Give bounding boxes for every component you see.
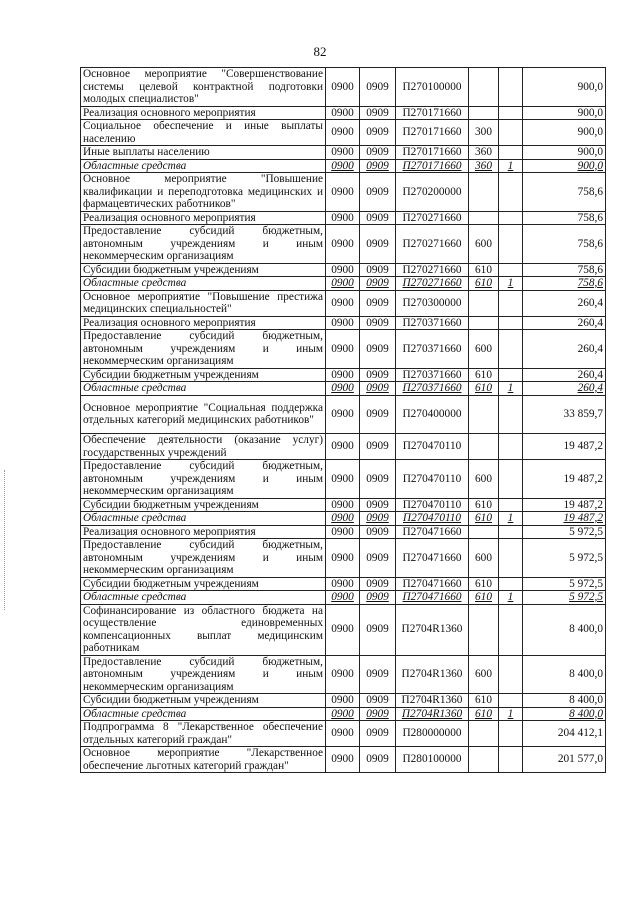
row-target-code: П270371660 — [396, 382, 469, 396]
row-name: Обеспечение деятельности (оказание услуг) государственных учреждений — [81, 434, 326, 460]
row-grbs: 0900 — [326, 460, 360, 499]
row-name: Социальное обеспечение и иные выплаты населению — [81, 120, 326, 146]
row-section: 0909 — [360, 368, 396, 382]
row-source — [499, 655, 523, 694]
row-name: Субсидии бюджетным учреждениям — [81, 263, 326, 277]
row-amount: 260,4 — [523, 368, 606, 382]
row-expense-type — [469, 747, 499, 773]
row-grbs: 0900 — [326, 263, 360, 277]
row-source — [499, 146, 523, 160]
row-grbs: 0900 — [326, 290, 360, 316]
row-section: 0909 — [360, 747, 396, 773]
row-name: Субсидии бюджетным учреждениям — [81, 368, 326, 382]
row-source: 1 — [499, 159, 523, 173]
row-section: 0909 — [360, 604, 396, 655]
row-section: 0909 — [360, 512, 396, 526]
row-grbs: 0900 — [326, 498, 360, 512]
row-grbs: 0900 — [326, 512, 360, 526]
row-source — [499, 460, 523, 499]
table-row — [81, 368, 606, 382]
row-section: 0909 — [360, 498, 396, 512]
table-row — [81, 591, 606, 605]
row-name: Субсидии бюджетным учреждениям — [81, 577, 326, 591]
row-amount: 19 487,2 — [523, 460, 606, 499]
row-section: 0909 — [360, 106, 396, 120]
row-target-code: П270470110 — [396, 512, 469, 526]
table-row — [81, 159, 606, 173]
row-section: 0909 — [360, 120, 396, 146]
table-row — [81, 721, 606, 747]
row-amount: 33 859,7 — [523, 395, 606, 434]
row-source: 1 — [499, 277, 523, 291]
row-source — [499, 434, 523, 460]
row-source: 1 — [499, 707, 523, 721]
row-source — [499, 525, 523, 539]
row-target-code: П270470110 — [396, 498, 469, 512]
row-name: Предоставление субсидий бюджетным, автономным учреждениям и иным некоммерческим организациям — [81, 330, 326, 369]
row-section: 0909 — [360, 525, 396, 539]
row-expense-type: 360 — [469, 159, 499, 173]
table-row — [81, 106, 606, 120]
table-row — [81, 539, 606, 578]
row-source — [499, 290, 523, 316]
row-section: 0909 — [360, 146, 396, 160]
table-row — [81, 68, 606, 107]
table-row — [81, 395, 606, 434]
row-grbs: 0900 — [326, 316, 360, 330]
row-expense-type: 600 — [469, 655, 499, 694]
row-name: Реализация основного мероприятия — [81, 525, 326, 539]
table-row — [81, 316, 606, 330]
row-amount: 758,6 — [523, 225, 606, 264]
row-target-code: П270171660 — [396, 146, 469, 160]
row-amount: 900,0 — [523, 120, 606, 146]
row-source — [499, 721, 523, 747]
row-name: Областные средства — [81, 159, 326, 173]
row-name: Основное мероприятие "Социальная поддержка отдельных категорий медицинских работников" — [81, 395, 326, 434]
row-section: 0909 — [360, 290, 396, 316]
row-source: 1 — [499, 512, 523, 526]
row-target-code: П270471660 — [396, 591, 469, 605]
row-source — [499, 173, 523, 212]
row-target-code: П270100000 — [396, 68, 469, 107]
row-target-code: П270171660 — [396, 120, 469, 146]
row-expense-type: 600 — [469, 330, 499, 369]
row-amount: 260,4 — [523, 290, 606, 316]
row-section: 0909 — [360, 316, 396, 330]
row-grbs: 0900 — [326, 655, 360, 694]
row-source — [499, 68, 523, 107]
row-target-code: П270200000 — [396, 173, 469, 212]
row-source — [499, 225, 523, 264]
row-expense-type: 610 — [469, 512, 499, 526]
scan-margin-dots — [4, 470, 9, 610]
row-expense-type — [469, 290, 499, 316]
table-row — [81, 460, 606, 499]
row-source — [499, 106, 523, 120]
row-expense-type — [469, 721, 499, 747]
row-expense-type: 610 — [469, 577, 499, 591]
row-expense-type: 610 — [469, 382, 499, 396]
table-row — [81, 120, 606, 146]
row-amount: 900,0 — [523, 106, 606, 120]
row-section: 0909 — [360, 211, 396, 225]
row-expense-type: 600 — [469, 539, 499, 578]
row-amount: 204 412,1 — [523, 721, 606, 747]
table-body — [81, 68, 606, 773]
row-expense-type: 610 — [469, 694, 499, 708]
row-grbs: 0900 — [326, 577, 360, 591]
row-name: Областные средства — [81, 512, 326, 526]
row-expense-type: 360 — [469, 146, 499, 160]
table-row — [81, 277, 606, 291]
table-row — [81, 747, 606, 773]
row-grbs: 0900 — [326, 68, 360, 107]
row-grbs: 0900 — [326, 368, 360, 382]
row-section: 0909 — [360, 655, 396, 694]
table-row — [81, 525, 606, 539]
row-target-code: П270470110 — [396, 434, 469, 460]
row-name: Софинансирование из областного бюджета на осуществление единовременных компенсационных выплат медицинским работникам — [81, 604, 326, 655]
row-grbs: 0900 — [326, 395, 360, 434]
row-section: 0909 — [360, 460, 396, 499]
row-amount: 8 400,0 — [523, 694, 606, 708]
row-amount: 900,0 — [523, 159, 606, 173]
row-amount: 260,4 — [523, 316, 606, 330]
table-row — [81, 211, 606, 225]
row-section: 0909 — [360, 577, 396, 591]
row-section: 0909 — [360, 591, 396, 605]
row-target-code: П270471660 — [396, 525, 469, 539]
row-name: Предоставление субсидий бюджетным, автономным учреждениям и иным некоммерческим организациям — [81, 539, 326, 578]
row-section: 0909 — [360, 382, 396, 396]
row-amount: 8 400,0 — [523, 604, 606, 655]
table-row — [81, 330, 606, 369]
row-expense-type — [469, 211, 499, 225]
row-source: 1 — [499, 382, 523, 396]
row-amount: 260,4 — [523, 382, 606, 396]
row-amount: 5 972,5 — [523, 591, 606, 605]
row-name: Предоставление субсидий бюджетным, автономным учреждениям и иным некоммерческим организациям — [81, 655, 326, 694]
row-name: Субсидии бюджетным учреждениям — [81, 694, 326, 708]
row-target-code: П2704R1360 — [396, 707, 469, 721]
row-target-code: П280100000 — [396, 747, 469, 773]
row-amount: 5 972,5 — [523, 525, 606, 539]
row-expense-type: 610 — [469, 591, 499, 605]
row-expense-type: 610 — [469, 277, 499, 291]
table-row — [81, 655, 606, 694]
row-amount: 8 400,0 — [523, 707, 606, 721]
row-grbs: 0900 — [326, 120, 360, 146]
row-name: Подпрограмма 8 "Лекарственное обеспечение отдельных категорий граждан" — [81, 721, 326, 747]
row-grbs: 0900 — [326, 721, 360, 747]
row-source — [499, 539, 523, 578]
row-name: Предоставление субсидий бюджетным, автономным учреждениям и иным некоммерческим организациям — [81, 460, 326, 499]
row-target-code: П270271660 — [396, 263, 469, 277]
row-amount: 5 972,5 — [523, 577, 606, 591]
row-name: Областные средства — [81, 707, 326, 721]
table-row — [81, 382, 606, 396]
row-grbs: 0900 — [326, 173, 360, 212]
row-source — [499, 368, 523, 382]
row-amount: 19 487,2 — [523, 434, 606, 460]
row-source — [499, 211, 523, 225]
row-expense-type: 610 — [469, 263, 499, 277]
table-row — [81, 146, 606, 160]
row-expense-type: 600 — [469, 225, 499, 264]
row-amount: 8 400,0 — [523, 655, 606, 694]
row-source — [499, 604, 523, 655]
row-grbs: 0900 — [326, 539, 360, 578]
row-grbs: 0900 — [326, 694, 360, 708]
row-amount: 900,0 — [523, 68, 606, 107]
row-expense-type — [469, 68, 499, 107]
row-target-code: П2704R1360 — [396, 604, 469, 655]
row-name: Основное мероприятие "Повышение квалификации и переподготовка медицинских и фармацевтических работников" — [81, 173, 326, 212]
row-section: 0909 — [360, 159, 396, 173]
row-target-code: П270371660 — [396, 368, 469, 382]
row-expense-type — [469, 395, 499, 434]
row-source — [499, 747, 523, 773]
row-source — [499, 577, 523, 591]
row-expense-type: 600 — [469, 460, 499, 499]
row-source — [499, 316, 523, 330]
row-grbs: 0900 — [326, 211, 360, 225]
row-name: Субсидии бюджетным учреждениям — [81, 498, 326, 512]
row-section: 0909 — [360, 395, 396, 434]
budget-table — [80, 67, 606, 773]
row-section: 0909 — [360, 263, 396, 277]
row-name: Областные средства — [81, 382, 326, 396]
row-grbs: 0900 — [326, 277, 360, 291]
row-source: 1 — [499, 591, 523, 605]
table-row — [81, 577, 606, 591]
table-row — [81, 173, 606, 212]
row-grbs: 0900 — [326, 330, 360, 369]
row-grbs: 0900 — [326, 604, 360, 655]
row-target-code: П280000000 — [396, 721, 469, 747]
row-section: 0909 — [360, 68, 396, 107]
row-amount: 758,6 — [523, 263, 606, 277]
table-row — [81, 434, 606, 460]
page-number: 82 — [313, 44, 327, 59]
row-expense-type: 610 — [469, 498, 499, 512]
row-target-code: П2704R1360 — [396, 694, 469, 708]
row-grbs: 0900 — [326, 591, 360, 605]
row-expense-type: 610 — [469, 368, 499, 382]
row-expense-type — [469, 604, 499, 655]
row-expense-type: 300 — [469, 120, 499, 146]
row-amount: 5 972,5 — [523, 539, 606, 578]
row-grbs: 0900 — [326, 434, 360, 460]
row-source — [499, 498, 523, 512]
row-source — [499, 120, 523, 146]
table-row — [81, 707, 606, 721]
row-grbs: 0900 — [326, 159, 360, 173]
table-row — [81, 225, 606, 264]
row-name: Основное мероприятие "Совершенствование системы целевой контрактной подготовки молодых специалистов" — [81, 68, 326, 107]
row-name: Предоставление субсидий бюджетным, автономным учреждениям и иным некоммерческим организациям — [81, 225, 326, 264]
row-amount: 758,6 — [523, 211, 606, 225]
row-target-code: П270471660 — [396, 577, 469, 591]
row-name: Областные средства — [81, 277, 326, 291]
table-row — [81, 694, 606, 708]
table-row — [81, 263, 606, 277]
row-grbs: 0900 — [326, 106, 360, 120]
table-row — [81, 290, 606, 316]
row-expense-type — [469, 173, 499, 212]
row-name: Основное мероприятие "Повышение престижа медицинских специальностей" — [81, 290, 326, 316]
row-target-code: П270471660 — [396, 539, 469, 578]
row-name: Реализация основного мероприятия — [81, 211, 326, 225]
row-amount: 758,6 — [523, 277, 606, 291]
row-grbs: 0900 — [326, 225, 360, 264]
table-row — [81, 604, 606, 655]
row-section: 0909 — [360, 707, 396, 721]
row-target-code: П270400000 — [396, 395, 469, 434]
row-name: Реализация основного мероприятия — [81, 316, 326, 330]
row-target-code: П270271660 — [396, 277, 469, 291]
row-name: Областные средства — [81, 591, 326, 605]
row-section: 0909 — [360, 225, 396, 264]
row-expense-type — [469, 525, 499, 539]
row-expense-type — [469, 434, 499, 460]
row-amount: 260,4 — [523, 330, 606, 369]
row-grbs: 0900 — [326, 146, 360, 160]
row-target-code: П270171660 — [396, 106, 469, 120]
row-grbs: 0900 — [326, 382, 360, 396]
row-target-code: П270371660 — [396, 330, 469, 369]
row-target-code: П270271660 — [396, 225, 469, 264]
row-grbs: 0900 — [326, 707, 360, 721]
row-source — [499, 263, 523, 277]
row-amount: 19 487,2 — [523, 498, 606, 512]
row-target-code: П2704R1360 — [396, 655, 469, 694]
row-target-code: П270470110 — [396, 460, 469, 499]
row-name: Иные выплаты населению — [81, 146, 326, 160]
row-target-code: П270371660 — [396, 316, 469, 330]
row-grbs: 0900 — [326, 747, 360, 773]
row-section: 0909 — [360, 539, 396, 578]
row-amount: 19 487,2 — [523, 512, 606, 526]
row-section: 0909 — [360, 330, 396, 369]
row-name: Реализация основного мероприятия — [81, 106, 326, 120]
row-amount: 900,0 — [523, 146, 606, 160]
row-target-code: П270171660 — [396, 159, 469, 173]
row-name: Основное мероприятие "Лекарственное обеспечение льготных категорий граждан" — [81, 747, 326, 773]
row-expense-type — [469, 316, 499, 330]
row-section: 0909 — [360, 277, 396, 291]
row-source — [499, 694, 523, 708]
row-section: 0909 — [360, 434, 396, 460]
row-source — [499, 395, 523, 434]
row-section: 0909 — [360, 173, 396, 212]
table-row — [81, 498, 606, 512]
row-section: 0909 — [360, 721, 396, 747]
row-amount: 201 577,0 — [523, 747, 606, 773]
row-expense-type — [469, 106, 499, 120]
row-source — [499, 330, 523, 369]
row-expense-type: 610 — [469, 707, 499, 721]
row-grbs: 0900 — [326, 525, 360, 539]
row-amount: 758,6 — [523, 173, 606, 212]
table-row — [81, 512, 606, 526]
row-target-code: П270300000 — [396, 290, 469, 316]
row-section: 0909 — [360, 694, 396, 708]
row-target-code: П270271660 — [396, 211, 469, 225]
